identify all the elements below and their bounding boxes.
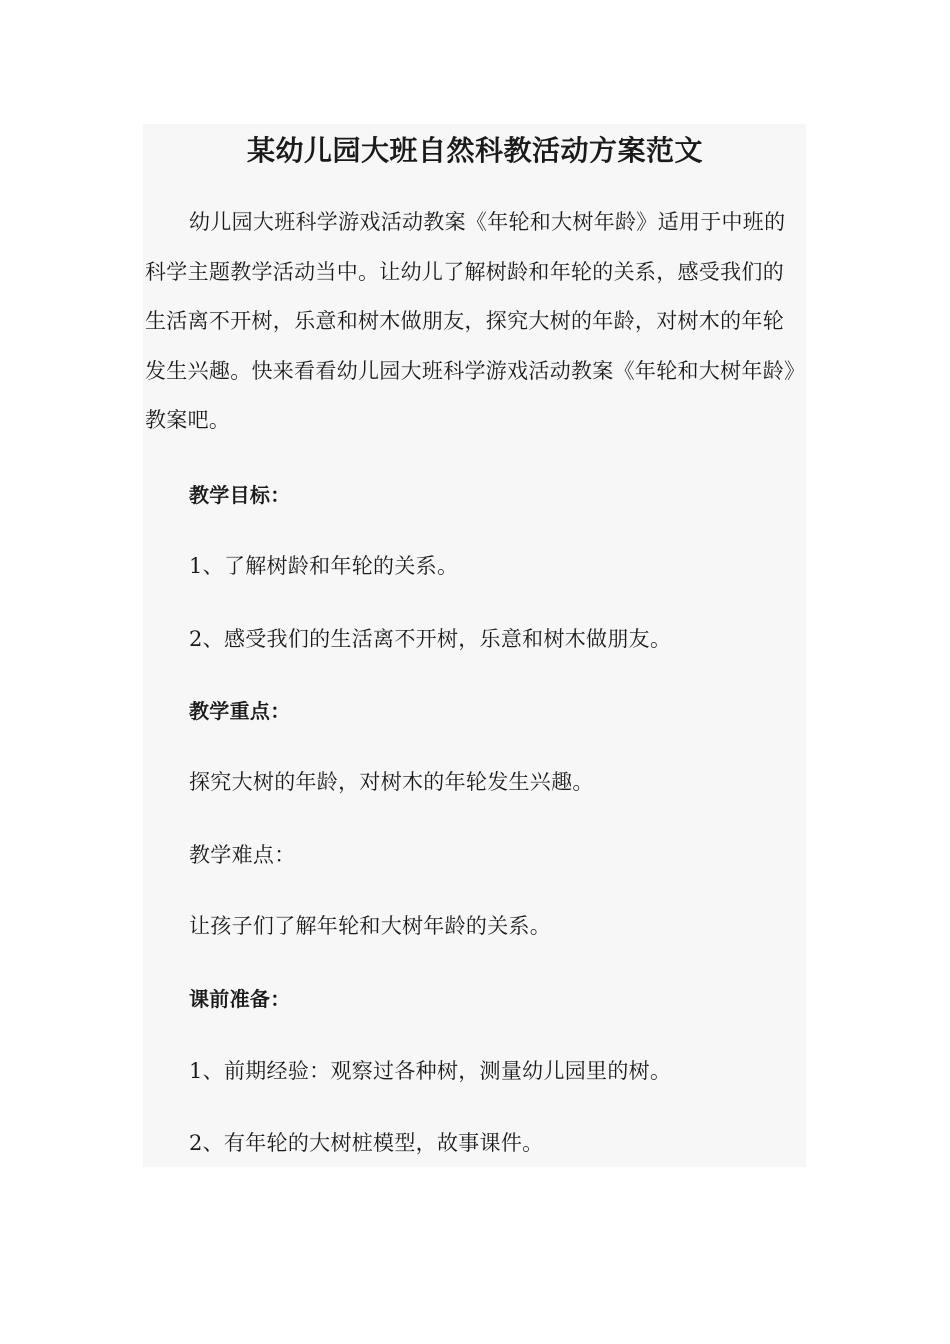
prep-item-1: 1、前期经验：观察过各种树，测量幼儿园里的树。 <box>189 1059 672 1083</box>
document-title: 某幼儿园大班自然科教活动方案范文 <box>246 134 703 167</box>
prep-item-2: 2、有年轮的大树桩模型，故事课件。 <box>189 1131 544 1155</box>
intro-paragraph: 幼儿园大班科学游戏活动教案《年轮和大树年龄》适用于中班的科学主题教学活动当中。让幼儿了解树龄和年轮的关系，感受我们的生活离不开树，乐意和树木做朋友，探究大树的年龄，对树木的年轮发生兴趣。快来看看幼儿园大班科学游戏活动教案《年轮和大树年龄》教案吧。 <box>145 210 795 432</box>
difficulty-text: 让孩子们了解年轮和大树年龄的关系。 <box>189 914 552 938</box>
focus-text: 探究大树的年龄，对树木的年轮发生兴趣。 <box>189 770 594 794</box>
goal-item-2: 2、感受我们的生活离不开树，乐意和树木做朋友。 <box>189 627 672 651</box>
focus-heading: 教学重点： <box>189 699 291 723</box>
prep-heading: 课前准备： <box>189 987 291 1011</box>
goal-item-1: 1、了解树龄和年轮的关系。 <box>189 554 459 578</box>
goals-heading: 教学目标： <box>189 483 291 507</box>
difficulty-heading: 教学难点： <box>189 843 296 867</box>
